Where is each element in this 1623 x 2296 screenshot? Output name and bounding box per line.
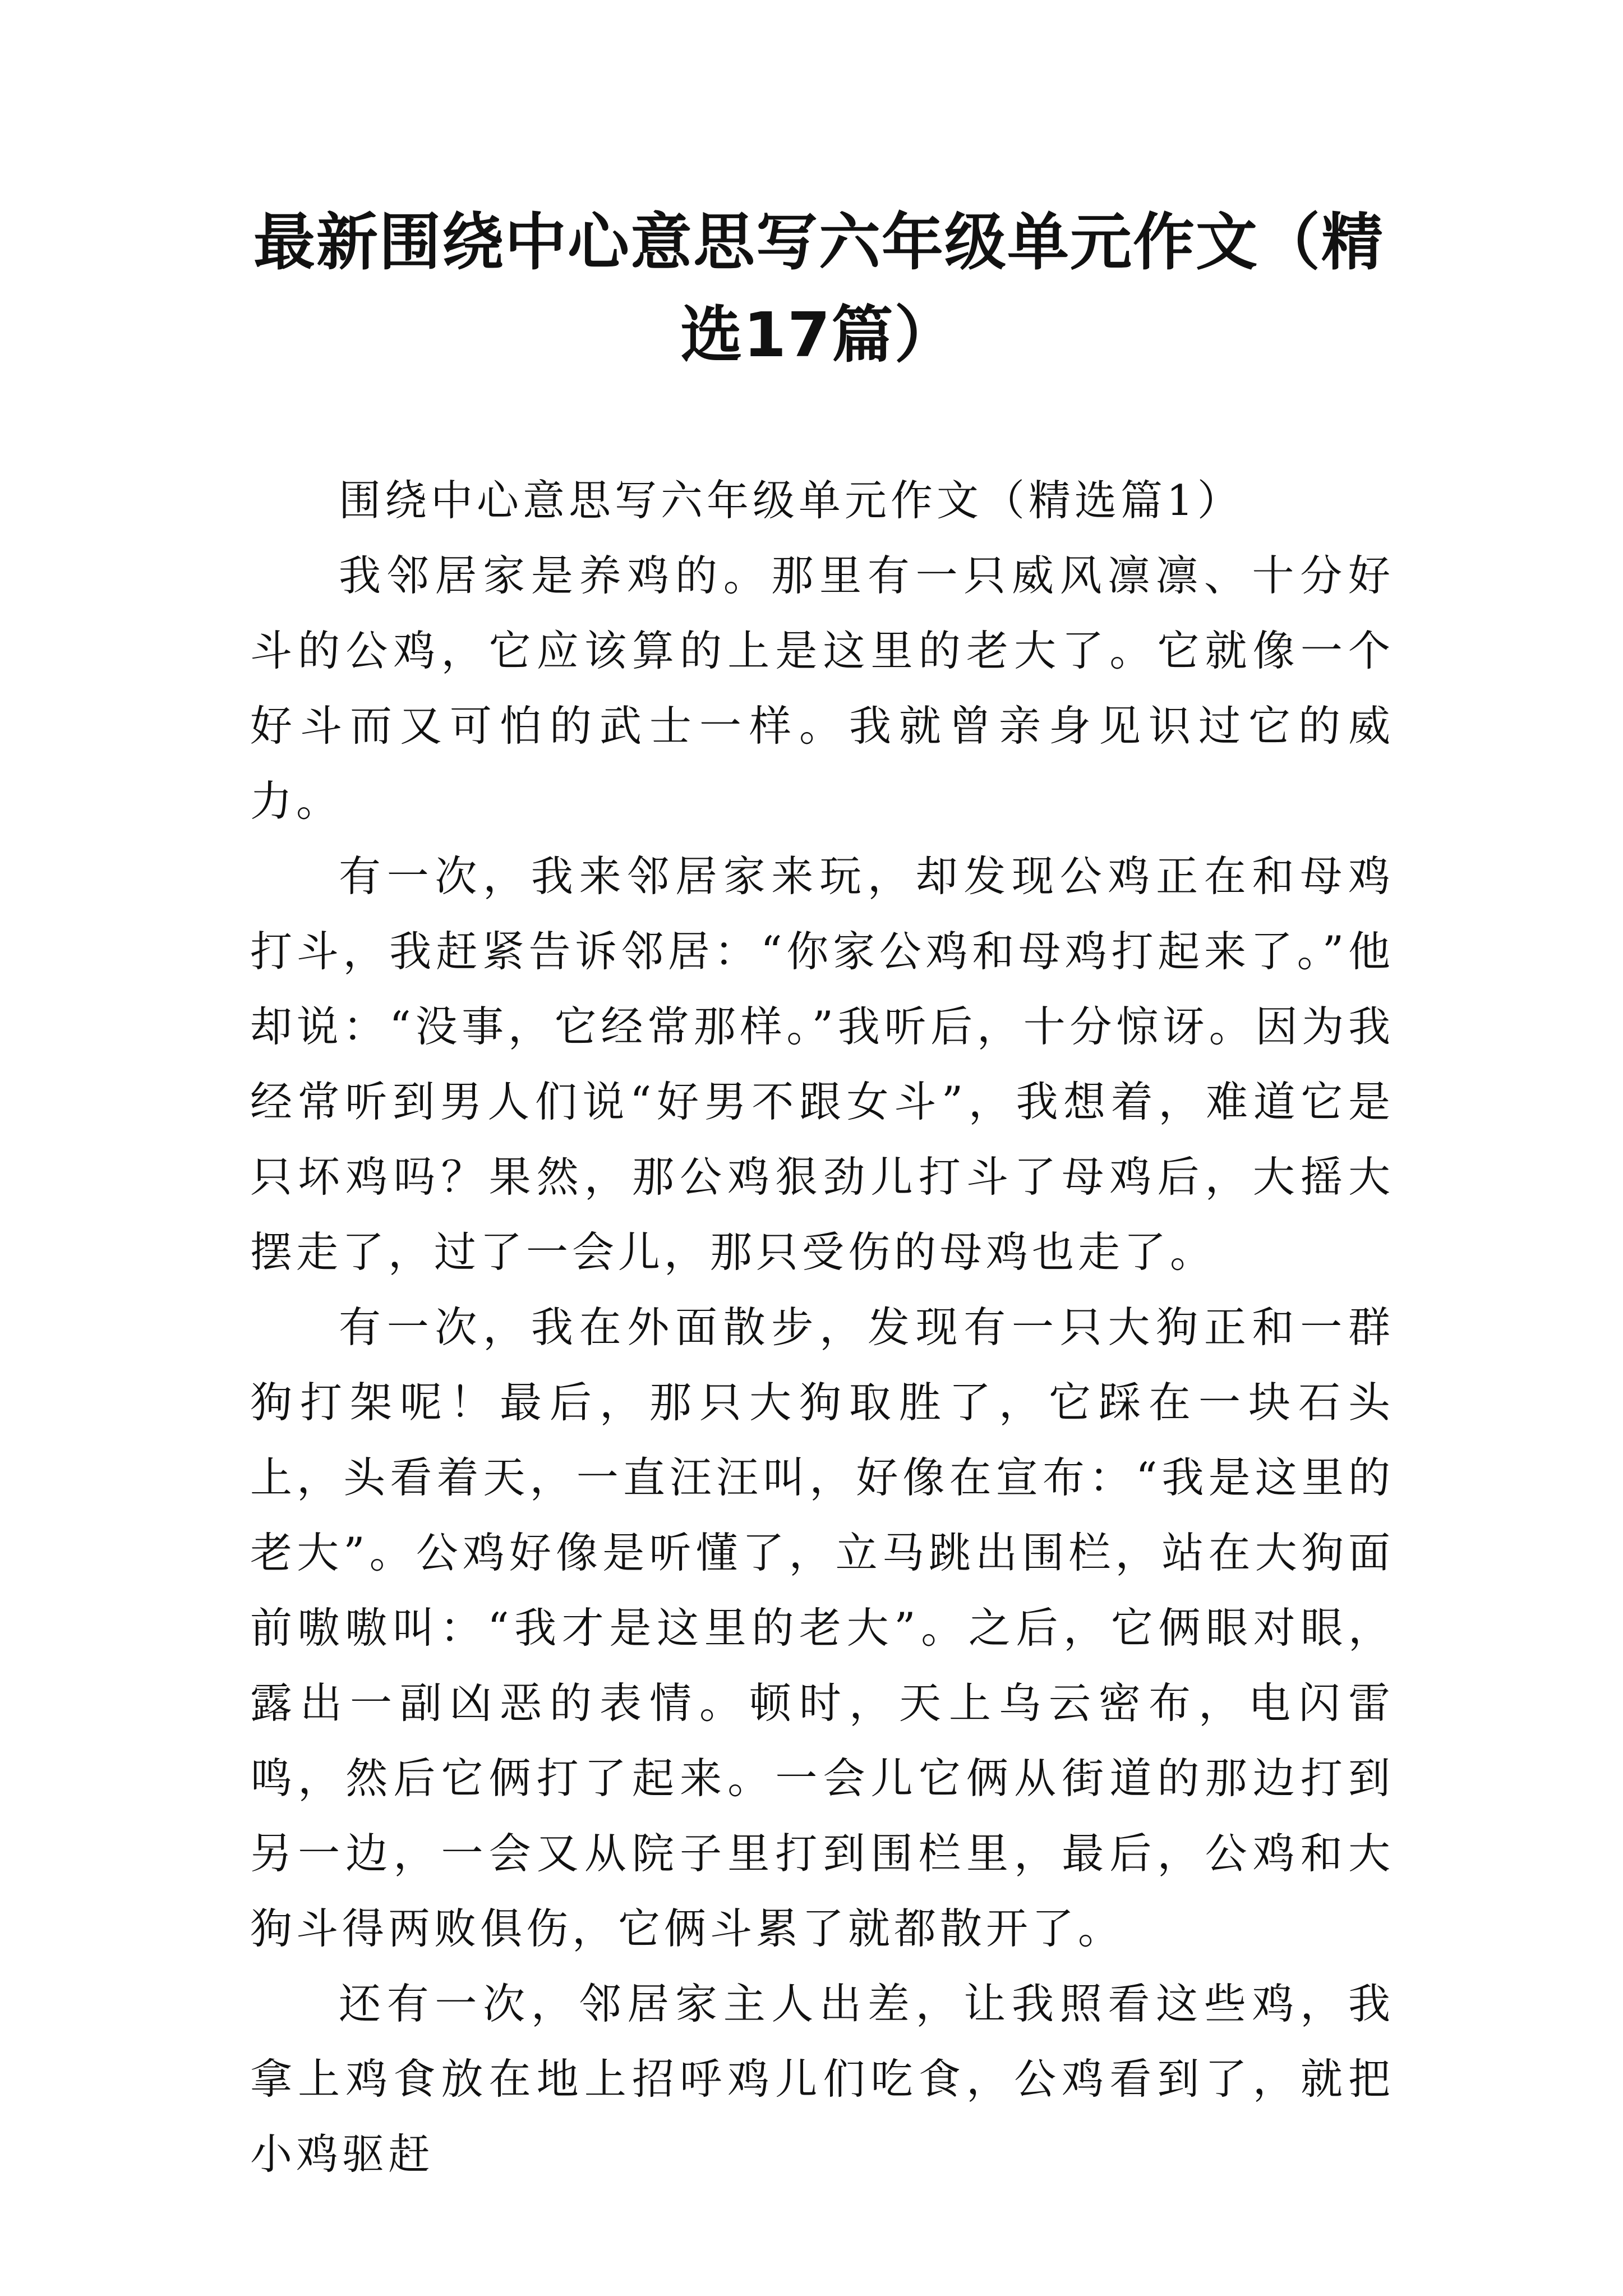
paragraph: 有一次，我来邻居家来玩，却发现公鸡正在和母鸡打斗，我赶紧告诉邻居：“你家公鸡和母鸡打起来了。”他却说：“没事，它经常那样。”我听后，十分惊讶。因为我经常听到男人们说“好男不跟女斗”，我想着，难道它是只坏鸡吗？果然，那公鸡狠劲儿打斗了母鸡后，大摇大摆走了，过了一会儿，那只受伤的母鸡也走了。	[250, 852, 1394, 1277]
paragraph: 有一次，我在外面散步，发现有一只大狗正和一群狗打架呢！最后，那只大狗取胜了，它踩在一块石头上，头看着天，一直汪汪叫，好像在宣布：“我是这里的老大”。公鸡好像是听懂了，立马跳出围栏，站在大狗面前嗷嗷叫：“我才是这里的老大”。之后，它俩眼对眼，露出一副凶恶的表情。顿时，天上乌云密布，电闪雷鸣，然后它俩打了起来。一会儿它俩从街道的那边打到另一边，一会又从院子里打到围栏里，最后，公鸡和大狗斗得两败俱伤，它俩斗累了就都散开了。	[250, 1303, 1394, 1953]
document-body	[250, 463, 1394, 2192]
section-heading: 围绕中心意思写六年级单元作文（精选篇1）	[339, 476, 1243, 525]
document-title: 最新围绕中心意思写六年级单元作文（精选17篇）	[253, 206, 1384, 371]
paragraph: 还有一次，邻居家主人出差，让我照看这些鸡，我拿上鸡食放在地上招呼鸡儿们吃食，公鸡看到了，就把小鸡驱赶	[250, 1979, 1394, 2179]
paragraph: 我邻居家是养鸡的。那里有一只威风凛凛、十分好斗的公鸡，它应该算的上是这里的老大了。它就像一个好斗而又可怕的武士一样。我就曾亲身见识过它的威力。	[250, 551, 1394, 826]
